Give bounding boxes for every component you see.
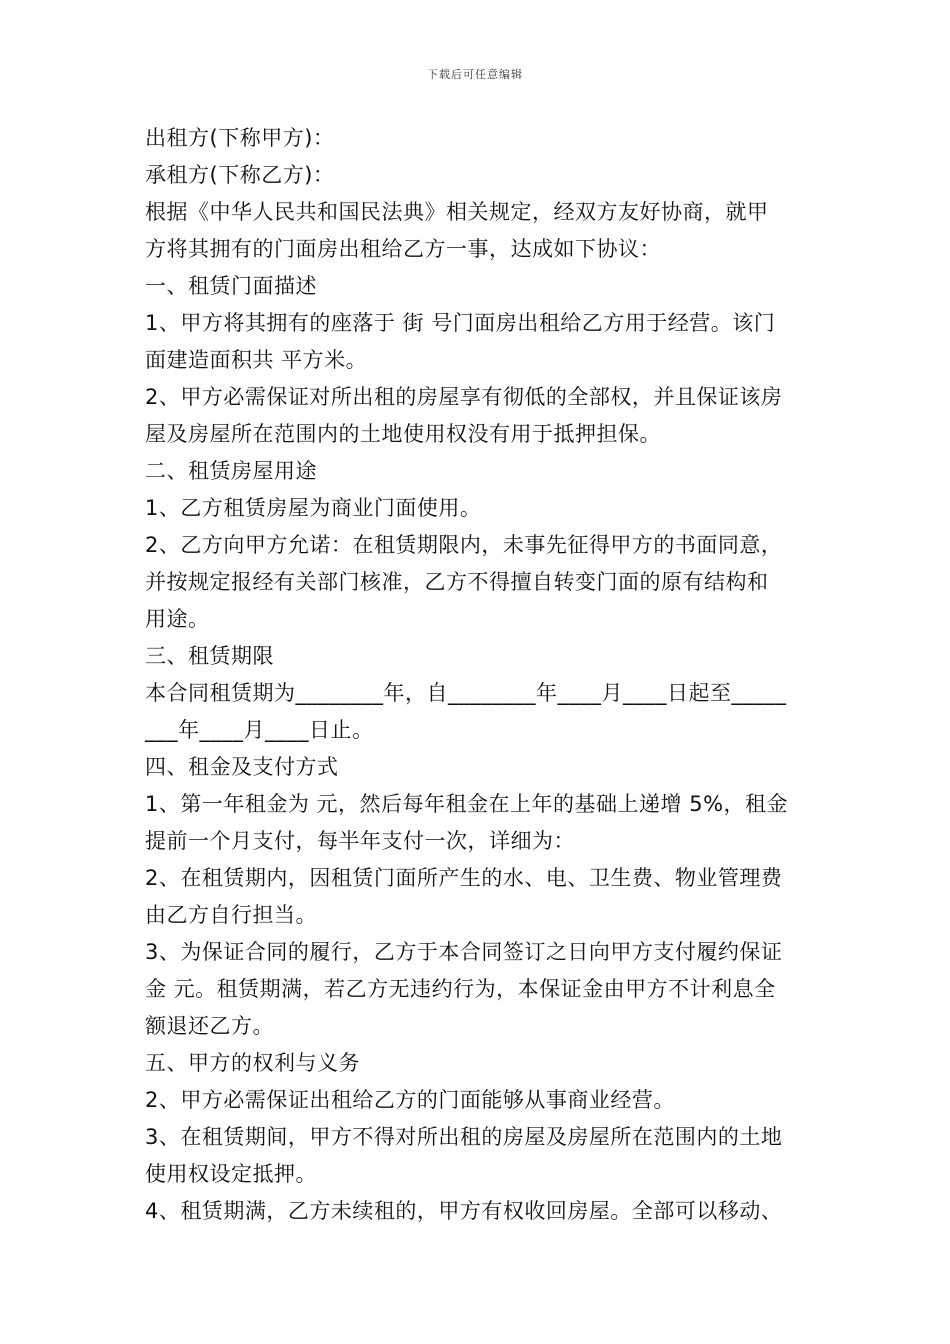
clause-5-3-line-1: 3、在租赁期间，甲方不得对所出租的房屋及房屋所在范围内的土地 (145, 1125, 783, 1149)
section-heading-1: 一、租赁门面描述 (145, 274, 317, 298)
clause-4-1-line-1: 1、第一年租金为 元，然后每年租金在上年的基础上递增 5%，租金 (145, 792, 789, 816)
clause-1-2-line-2: 屋及房屋所在范围内的土地使用权没有用于抵押担保。 (145, 422, 661, 446)
page-header-note: 下载后可任意编辑 (427, 68, 523, 81)
clause-2-2-line-1: 2、乙方向甲方允诺：在租赁期限内，未事先征得甲方的书面同意， (145, 533, 783, 557)
section-heading-2: 二、租赁房屋用途 (145, 459, 317, 483)
term-line-2: ___年____月____日止。 (145, 718, 374, 742)
clause-4-3-line-1: 3、为保证合同的履行，乙方于本合同签订之日向甲方支付履约保证 (145, 940, 783, 964)
section-heading-4: 四、租金及支付方式 (145, 755, 339, 779)
section-heading-3: 三、租赁期限 (145, 644, 274, 668)
clause-4-3-line-2: 金 元。租赁期满，若乙方无违约行为，本保证金由甲方不计利息全 (145, 977, 776, 1001)
clause-4-3-line-3: 额退还乙方。 (145, 1014, 274, 1038)
section-heading-5: 五、甲方的权利与义务 (145, 1051, 360, 1075)
clause-5-2: 2、甲方必需保证出租给乙方的门面能够从事商业经营。 (145, 1088, 675, 1112)
preamble-line-1: 根据《中华人民共和国民法典》相关规定，经双方友好协商，就甲 (145, 200, 769, 224)
clause-1-1-line-2: 面建造面积共 平方米。 (145, 348, 368, 372)
preamble-line-2: 方将其拥有的门面房出租给乙方一事，达成如下协议： (145, 237, 661, 261)
clause-2-2-line-2: 并按规定报经有关部门核准，乙方不得擅自转变门面的原有结构和 (145, 570, 769, 594)
clause-1-1-line-1: 1、甲方将其拥有的座落于 街 号门面房出租给乙方用于经营。该门 (145, 311, 776, 335)
term-line-1: 本合同租赁期为________年，自________年____月____日起至_____ (145, 681, 787, 705)
clause-4-2-line-1: 2、在租赁期内，因租赁门面所产生的水、电、卫生费、物业管理费 (145, 866, 783, 890)
party-b-line: 承租方(下称乙方)： (145, 163, 335, 187)
clause-4-1-line-2: 提前一个月支付，每半年支付一次，详细为： (145, 829, 575, 853)
clause-5-4-line-1: 4、租赁期满，乙方未续租的，甲方有权收回房屋。全部可以移动、 (145, 1199, 783, 1223)
party-a-line: 出租方(下称甲方)： (145, 126, 335, 150)
clause-5-3-line-2: 使用权设定抵押。 (145, 1162, 317, 1186)
clause-4-2-line-2: 由乙方自行担当。 (145, 903, 317, 927)
clause-1-2-line-1: 2、甲方必需保证对所出租的房屋享有彻低的全部权，并且保证该房 (145, 385, 783, 409)
clause-2-1: 1、乙方租赁房屋为商业门面使用。 (145, 496, 482, 520)
clause-2-2-line-3: 用途。 (145, 607, 210, 631)
contract-body (145, 120, 810, 1230)
